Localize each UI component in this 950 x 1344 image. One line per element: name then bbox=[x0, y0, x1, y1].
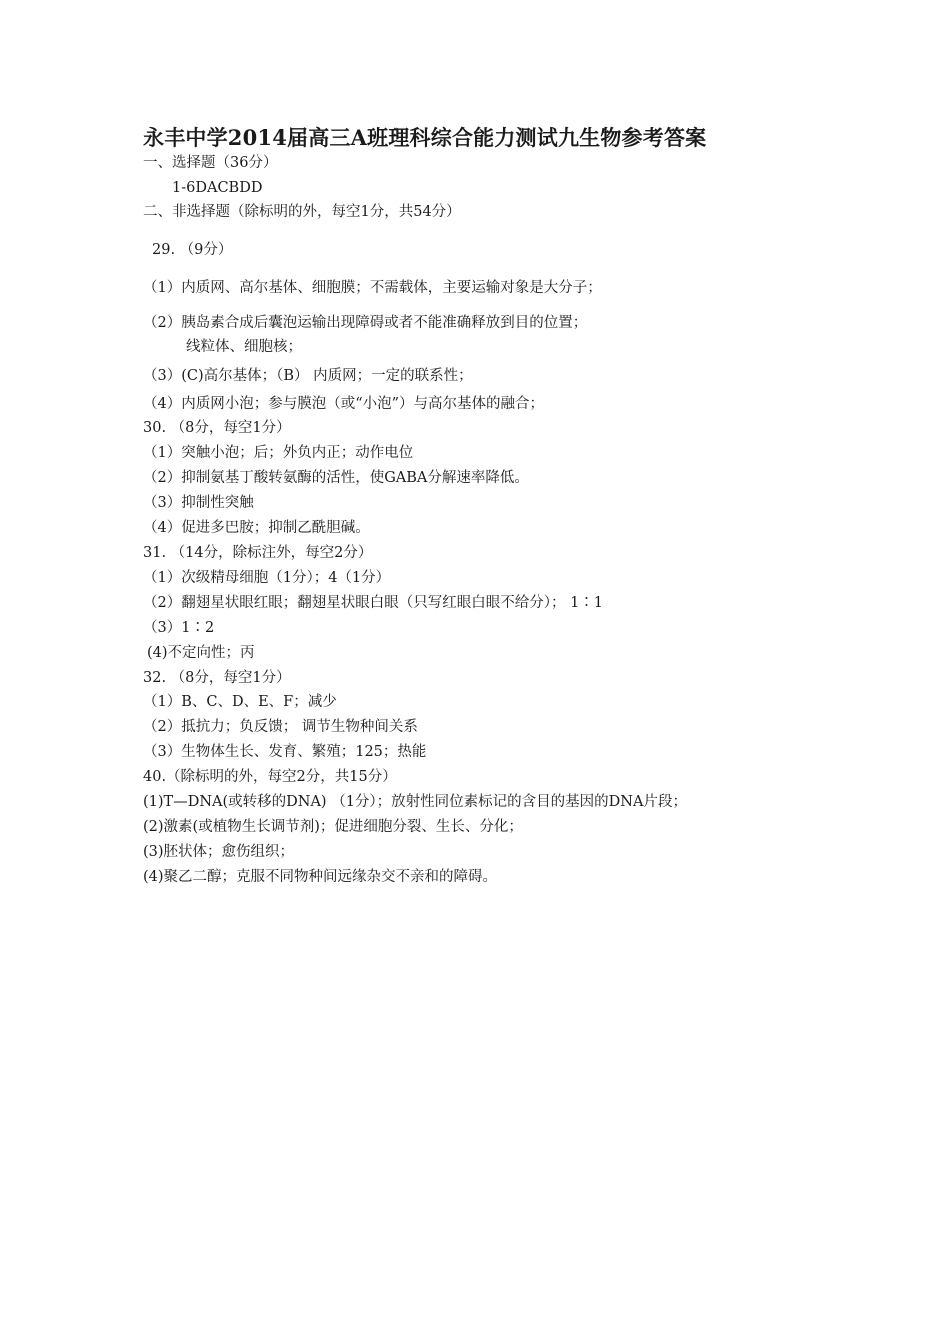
page-title: 永丰中学2014届高三A班理科综合能力测试九生物参考答案 bbox=[143, 125, 707, 150]
q29-answer-3: （3）(C)高尔基体；（B） 内质网；一定的联系性； bbox=[143, 368, 473, 384]
q40-answer-3: (3)胚状体；愈伤组织； bbox=[143, 844, 295, 860]
q29-answer-2: （2）胰岛素合成后囊泡运输出现障碍或者不能准确释放到目的位置； bbox=[143, 315, 588, 331]
section-1-heading: 一、选择题（36分） bbox=[143, 155, 278, 171]
q40-heading: 40.（除标明的外，每空2分，共15分） bbox=[143, 769, 397, 785]
q30-heading: 30. （8分，每空1分） bbox=[143, 420, 291, 436]
q40-answer-2: (2)激素(或植物生长调节剂)；促进细胞分裂、生长、分化； bbox=[143, 819, 523, 835]
q32-answer-3: （3）生物体生长、发育、繁殖；125；热能 bbox=[143, 744, 427, 760]
choice-answers: 1-6DACBDD bbox=[172, 180, 263, 196]
q31-heading: 31. （14分，除标注外，每空2分） bbox=[143, 545, 373, 561]
q30-answer-3: （3）抑制性突触 bbox=[143, 495, 254, 511]
q29-heading: 29. （9分） bbox=[152, 242, 233, 258]
q32-answer-1: （1）B、C、D、E、F；减少 bbox=[143, 694, 337, 710]
q32-heading: 32. （8分，每空1分） bbox=[143, 670, 291, 686]
q31-answer-2: （2）翻翅星状眼红眼；翻翅星状眼白眼（只写红眼白眼不给分）； 1∶1 bbox=[143, 595, 604, 611]
q30-answer-1: （1）突触小泡；后；外负内正；动作电位 bbox=[143, 445, 414, 461]
q31-answer-3: （3）1∶2 bbox=[143, 620, 215, 636]
q29-answer-2-cont: 线粒体、细胞核； bbox=[186, 339, 302, 355]
q32-answer-2: （2）抵抗力；负反馈； 调节生物种间关系 bbox=[143, 719, 418, 735]
q31-answer-4: (4)不定向性；丙 bbox=[147, 645, 255, 661]
q31-answer-1: （1）次级精母细胞（1分）；4（1分） bbox=[143, 570, 391, 586]
q40-answer-4: (4)聚乙二醇；克服不同物种间远缘杂交不亲和的障碍。 bbox=[143, 869, 498, 885]
section-2-heading: 二、非选择题（除标明的外，每空1分，共54分） bbox=[143, 204, 461, 220]
q30-answer-4: （4）促进多巴胺；抑制乙酰胆碱。 bbox=[143, 520, 370, 536]
q29-answer-4: （4）内质网小泡；参与膜泡（或“小泡”）与高尔基体的融合； bbox=[143, 396, 545, 412]
q29-answer-1: （1）内质网、高尔基体、细胞膜；不需载体，主要运输对象是大分子； bbox=[143, 280, 602, 296]
q40-answer-1: (1)T—DNA(或转移的DNA) （1分）；放射性同位素标记的含目的基因的DNA片段； bbox=[143, 794, 687, 810]
q30-answer-2: （2）抑制氨基丁酸转氨酶的活性，使GABA分解速率降低。 bbox=[143, 470, 529, 486]
